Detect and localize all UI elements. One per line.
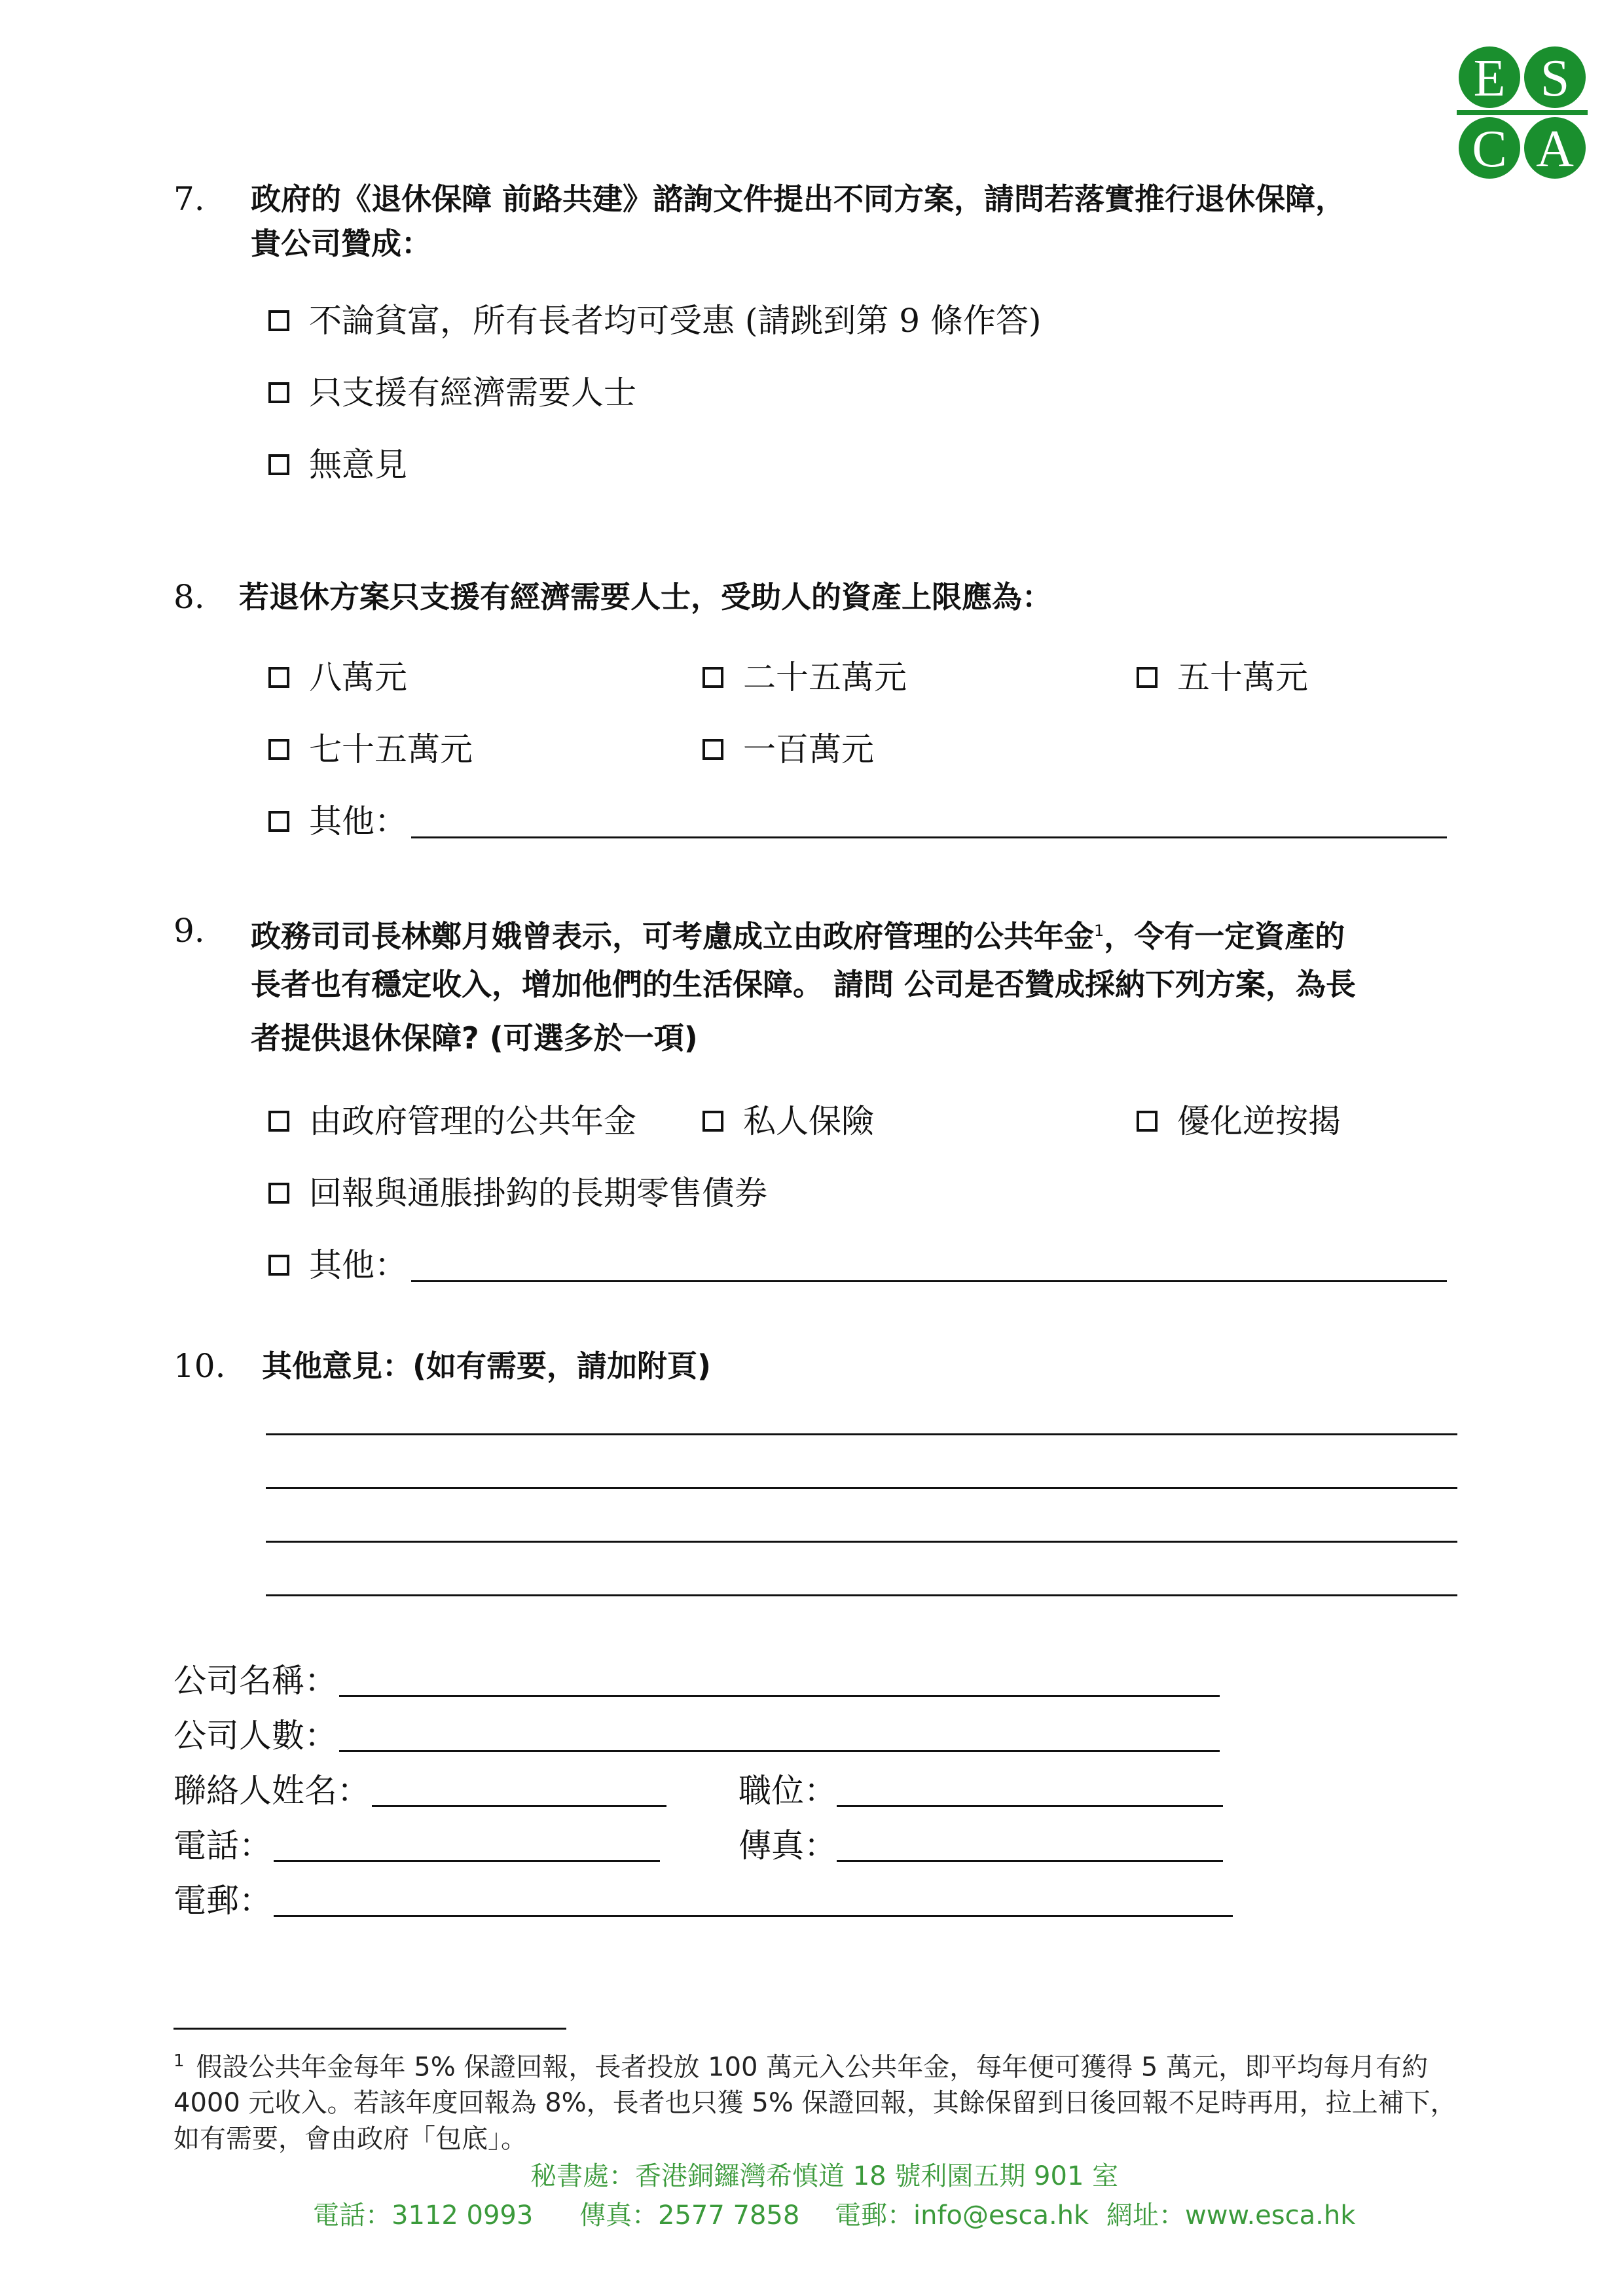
q10-answer-line[interactable] — [266, 1541, 1457, 1543]
checkbox-icon[interactable] — [268, 739, 289, 760]
svg-text:A: A — [1536, 120, 1574, 178]
phone-label: 電話： — [173, 1827, 272, 1865]
footnote-number: 1 — [173, 2051, 185, 2071]
q10-answer-line[interactable] — [266, 1594, 1457, 1596]
checkbox-icon[interactable] — [702, 1111, 723, 1132]
q7-option-1[interactable]: 不論貧富，所有長者均可受惠 (請跳到第 9 條作答) — [268, 301, 1042, 340]
q9-option-3[interactable]: 優化逆按揭 — [1137, 1102, 1341, 1141]
question-9-line2: 長者也有穩定收入，增加他們的生活保障。 請問 公司是否贊成採納下列方案，為長 — [251, 967, 1357, 1002]
q9-option-4[interactable]: 回報與通脹掛鈎的長期零售債券 — [268, 1174, 767, 1213]
footer-email: 電郵：info@esca.hk — [835, 2200, 1089, 2231]
contact-name-label: 聯絡人姓名： — [173, 1772, 370, 1810]
checkbox-icon[interactable] — [1137, 1111, 1158, 1132]
checkbox-icon[interactable] — [268, 667, 289, 688]
question-9-number: 9. — [173, 912, 205, 950]
email-label: 電郵： — [173, 1882, 272, 1920]
checkbox-icon[interactable] — [268, 1111, 289, 1132]
company-name-input[interactable] — [339, 1695, 1220, 1697]
q9-option-1[interactable]: 由政府管理的公共年金 — [268, 1102, 636, 1141]
footer-fax: 傳真：2577 7858 — [579, 2200, 800, 2231]
checkbox-icon[interactable] — [268, 454, 289, 475]
footnote-text: 假設公共年金每年 5% 保證回報，長者投放 100 萬元入公共年金，每年便可獲得 5 萬元，即平均每月有約 4000 元收入。若該年度回報為 8%，長者也只獲 5% 保證回報，其餘保留到日後回報不足時再用，拉上補下，如有需要，會由政府「包底」。 — [173, 2052, 1457, 2155]
checkbox-icon[interactable] — [702, 739, 723, 760]
q7-option-3[interactable]: 無意見 — [268, 445, 407, 484]
q8-option-1[interactable]: 八萬元 — [268, 658, 407, 697]
q8-option-other[interactable]: 其他： — [268, 802, 407, 841]
esca-logo — [1457, 45, 1588, 182]
q8-option-5[interactable]: 一百萬元 — [702, 730, 874, 769]
checkbox-icon[interactable] — [268, 1183, 289, 1204]
fax-input[interactable] — [837, 1860, 1223, 1862]
question-9-line1: 政務司司長林鄭月娥曾表示，可考慮成立由政府管理的公共年金$^1$，令有一定資產的 — [251, 918, 1345, 954]
q8-option-2[interactable]: 二十五萬元 — [702, 658, 907, 697]
company-name-label: 公司名稱： — [173, 1662, 337, 1700]
question-8-text: 若退休方案只支援有經濟需要人士，受助人的資產上限應為： — [239, 579, 1052, 615]
q10-answer-line[interactable] — [266, 1487, 1457, 1489]
checkbox-icon[interactable] — [268, 310, 289, 331]
footnote — [173, 2043, 1476, 2157]
footnote-divider — [173, 2028, 566, 2030]
phone-input[interactable] — [274, 1860, 660, 1862]
contact-name-input[interactable] — [372, 1805, 666, 1807]
question-10-number: 10. — [173, 1347, 226, 1385]
footer-secretariat: 秘書處：香港銅鑼灣希慎道 18 號利園五期 901 室 — [530, 2161, 1119, 2191]
checkbox-icon[interactable] — [702, 667, 723, 688]
checkbox-icon[interactable] — [268, 1255, 289, 1276]
checkbox-icon[interactable] — [268, 811, 289, 832]
q9-other-input-line[interactable] — [411, 1280, 1447, 1282]
checkbox-icon[interactable] — [1137, 667, 1158, 688]
svg-text:C: C — [1472, 120, 1507, 178]
footer-phone: 電話：3112 0993 — [313, 2200, 534, 2231]
footnote-ref: 1 — [1094, 922, 1104, 940]
position-label: 職位： — [739, 1772, 837, 1810]
q9-option-other[interactable]: 其他： — [268, 1246, 407, 1285]
question-8-number: 8. — [173, 578, 205, 616]
svg-text:E: E — [1473, 50, 1506, 107]
q7-option-2[interactable]: 只支援有經濟需要人士 — [268, 373, 636, 412]
footer-website: 網址：www.esca.hk — [1106, 2200, 1356, 2231]
q8-option-4[interactable]: 七十五萬元 — [268, 730, 473, 769]
question-7-line2: 貴公司贊成： — [251, 226, 431, 261]
checkbox-icon[interactable] — [268, 382, 289, 403]
company-size-input[interactable] — [339, 1750, 1220, 1752]
q8-other-input-line[interactable] — [411, 836, 1447, 838]
question-7-number: 7. — [173, 180, 205, 218]
fax-label: 傳真： — [739, 1827, 837, 1865]
position-input[interactable] — [837, 1805, 1223, 1807]
q8-option-3[interactable]: 五十萬元 — [1137, 658, 1308, 697]
question-9-line3: 者提供退休保障? (可選多於一項) — [251, 1020, 698, 1056]
svg-text:S: S — [1540, 50, 1570, 107]
email-input[interactable] — [274, 1915, 1233, 1917]
q10-answer-line[interactable] — [266, 1433, 1457, 1435]
question-10-text: 其他意見：(如有需要，請加附頁) — [262, 1348, 712, 1384]
q9-option-2[interactable]: 私人保險 — [702, 1102, 874, 1141]
company-size-label: 公司人數： — [173, 1717, 337, 1755]
question-7-line1: 政府的《退休保障 前路共建》諮詢文件提出不同方案，請問若落實推行退休保障， — [251, 181, 1346, 217]
